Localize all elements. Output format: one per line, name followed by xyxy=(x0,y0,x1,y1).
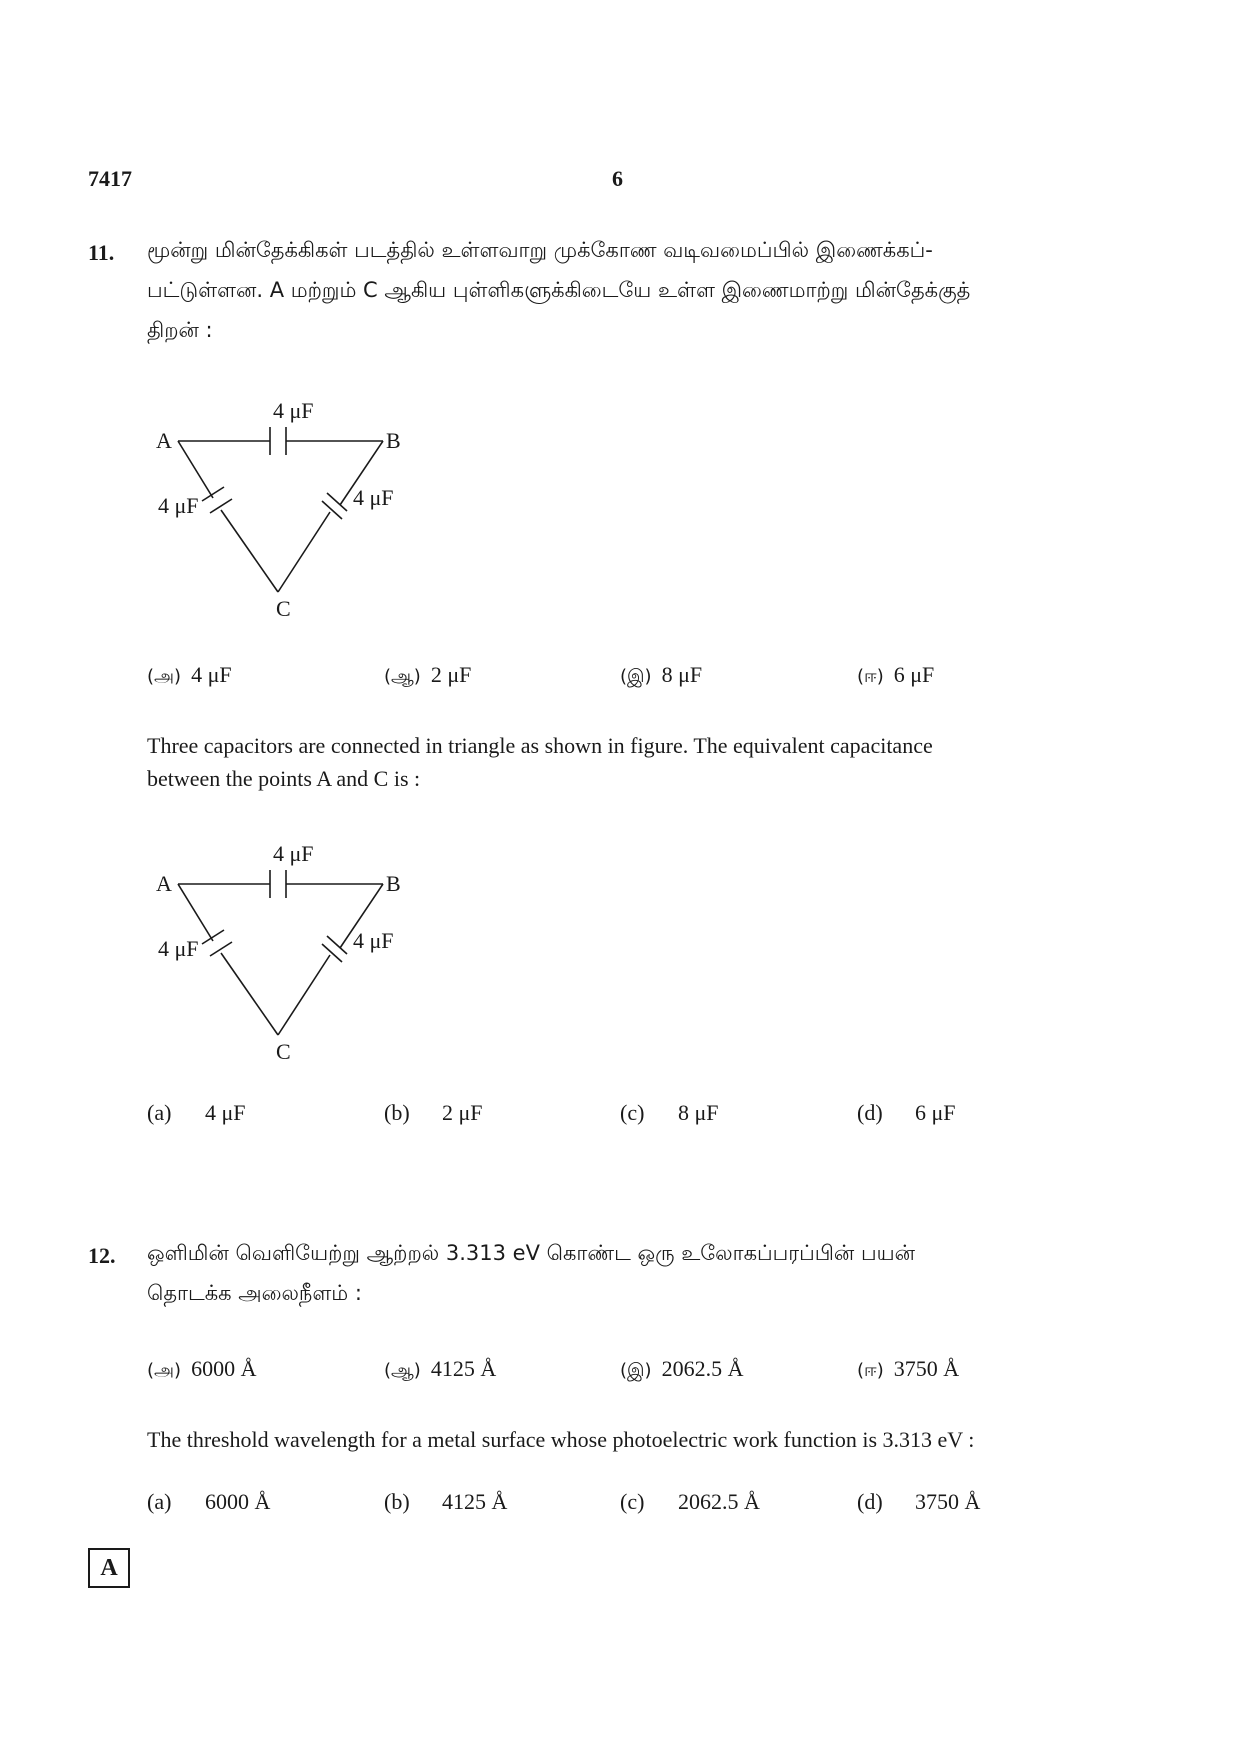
node-label: A xyxy=(156,871,172,896)
question-number: 12. xyxy=(88,1243,116,1268)
answer-options xyxy=(147,1100,1147,1136)
question-12-english-text xyxy=(147,1423,1147,1456)
question-12-tamil-text xyxy=(147,1233,1147,1313)
option-a[interactable]: (a) 6000 Å xyxy=(147,1489,271,1514)
capacitor-label: 4 μF xyxy=(353,485,394,510)
option-c[interactable]: (இ) 8 μF xyxy=(620,662,703,687)
capacitor-label: 4 μF xyxy=(273,398,314,423)
option-d[interactable]: (d) 3750 Å xyxy=(857,1489,981,1514)
answer-options xyxy=(147,1489,1147,1525)
text-line: between the points A and C is : xyxy=(147,766,421,791)
node-label: C xyxy=(276,596,291,621)
capacitor-label: 4 μF xyxy=(158,493,199,518)
option-d[interactable]: (d) 6 μF xyxy=(857,1100,956,1125)
option-a[interactable]: (அ) 6000 Å xyxy=(147,1356,257,1381)
option-b[interactable]: (ஆ) 2 μF xyxy=(384,662,472,687)
option-c[interactable]: (c) 8 μF xyxy=(620,1100,719,1125)
option-a[interactable]: (அ) 4 μF xyxy=(147,662,232,687)
question-number: 11. xyxy=(88,240,115,265)
paper-code: 7417 xyxy=(88,166,132,191)
booklet-series-box: A xyxy=(88,1548,130,1588)
option-a[interactable]: (a) 4 μF xyxy=(147,1100,246,1125)
capacitor-label: 4 μF xyxy=(273,841,314,866)
capacitor-triangle-figure xyxy=(150,395,430,635)
node-label: B xyxy=(386,428,401,453)
capacitor-label: 4 μF xyxy=(353,928,394,953)
option-b[interactable]: (b) 4125 Å xyxy=(384,1489,508,1514)
text-line: Three capacitors are connected in triangle as shown in figure. The equivalent capacitance xyxy=(147,733,933,758)
option-c[interactable]: (இ) 2062.5 Å xyxy=(620,1356,744,1381)
answer-options xyxy=(147,662,1147,698)
capacitor-label: 4 μF xyxy=(158,936,199,961)
question-11-english-text xyxy=(147,729,1147,795)
node-label: B xyxy=(386,871,401,896)
page-number: 6 xyxy=(612,166,623,191)
option-b[interactable]: (b) 2 μF xyxy=(384,1100,483,1125)
text-line: திறன் : xyxy=(147,318,213,342)
text-line: பட்டுள்ளன. A மற்றும் C ஆகிய புள்ளிகளுக்கிடையே உள்ள இணைமாற்று மின்தேக்குத் xyxy=(147,278,971,302)
node-label: A xyxy=(156,428,172,453)
node-label: C xyxy=(276,1039,291,1064)
option-b[interactable]: (ஆ) 4125 Å xyxy=(384,1356,497,1381)
option-d[interactable]: (ஈ) 6 μF xyxy=(857,662,935,687)
answer-options xyxy=(147,1356,1147,1392)
text-line: ஒளிமின் வெளியேற்று ஆற்றல் 3.313 eV கொண்ட ஒரு உலோகப்பரப்பின் பயன் xyxy=(147,1241,915,1265)
text-line: The threshold wavelength for a metal surface whose photoelectric work function is 3.313 eV : xyxy=(147,1427,975,1452)
text-line: மூன்று மின்தேக்கிகள் படத்தில் உள்ளவாறு முக்கோண வடிவமைப்பில் இணைக்கப்- xyxy=(147,238,933,262)
text-line: தொடக்க அலைநீளம் : xyxy=(147,1281,362,1305)
capacitor-triangle-figure xyxy=(150,838,430,1078)
option-c[interactable]: (c) 2062.5 Å xyxy=(620,1489,760,1514)
option-d[interactable]: (ஈ) 3750 Å xyxy=(857,1356,960,1381)
question-11-tamil-text xyxy=(147,230,1147,350)
